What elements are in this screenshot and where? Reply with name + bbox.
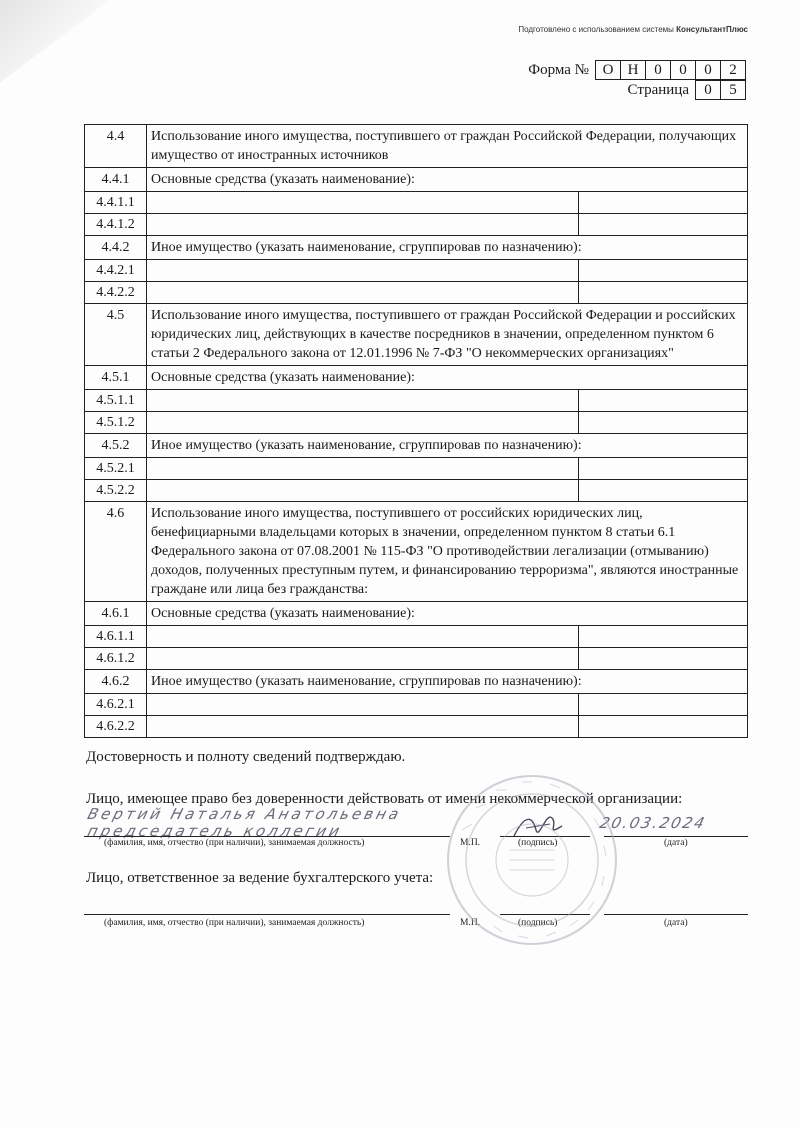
page-number-row [628,80,746,100]
row-number: 4.5.2 [85,434,147,458]
prepared-prefix: Подготовлено с использованием системы [518,25,674,34]
table-row [85,648,748,670]
row-name-cell[interactable] [147,282,579,304]
signer1-date-handwriting: 20.03.2024 [597,814,709,832]
table-row [85,670,748,694]
table-row [85,304,748,366]
signer1-name-line [84,836,450,837]
row-number: 4.5.1.1 [85,390,147,412]
signer2-name-line [84,914,450,915]
table-row [85,214,748,236]
row-value-cell[interactable] [579,716,748,738]
row-description: Основные средства (указать наименование): [147,602,748,626]
row-name-cell[interactable] [147,260,579,282]
row-description: Основные средства (указать наименование): [147,366,748,390]
table-row [85,434,748,458]
form-code-cell: 0 [671,61,696,79]
row-description: Использование иного имущества, поступившего от граждан Российской Федерации и российских юридических лиц, действующих в качестве посредников в значении, определенном пунктом 6 статьи 2 Федерального закона от 12.01.1996 № 7-ФЗ "О некоммерческих организациях" [147,304,748,366]
row-name-cell[interactable] [147,694,579,716]
row-description: Основные средства (указать наименование): [147,168,748,192]
row-value-cell[interactable] [579,648,748,670]
prepared-brand: КонсультантПлюс [676,25,748,34]
row-value-cell[interactable] [579,282,748,304]
signer2-caption-name: (фамилия, имя, отчество (при наличии), занимаемая должность) [104,918,365,928]
row-number: 4.5 [85,304,147,366]
row-value-cell[interactable] [579,412,748,434]
signer2-caption-date: (дата) [664,918,688,928]
row-value-cell[interactable] [579,192,748,214]
row-number: 4.6.2 [85,670,147,694]
row-number: 4.4.2.1 [85,260,147,282]
form-code-cell: 0 [646,61,671,79]
row-number: 4.4 [85,125,147,168]
signer2-caption-mp: М.П. [460,918,481,928]
page-number-cell: 5 [729,82,737,98]
page-number-cells [695,80,746,100]
row-name-cell[interactable] [147,214,579,236]
row-name-cell[interactable] [147,626,579,648]
signer1-caption-name: (фамилия, имя, отчество (при наличии), занимаемая должность) [104,838,365,848]
signer1-caption-sign: (подпись) [518,838,558,848]
row-number: 4.5.2.1 [85,458,147,480]
row-number: 4.5.2.2 [85,480,147,502]
row-name-cell[interactable] [147,480,579,502]
form-number-label: Форма № [528,61,589,78]
table-row [85,716,748,738]
signer2-title: Лицо, ответственное за ведение бухгалтерского учета: [86,870,434,886]
consultant-header-note [518,25,748,34]
row-value-cell[interactable] [579,626,748,648]
row-number: 4.4.1.2 [85,214,147,236]
form-code-cells [595,60,746,80]
row-number: 4.6 [85,502,147,602]
table-row [85,412,748,434]
signer1-title: Лицо, имеющее право без доверенности действовать от имени некоммерческой организации: [86,791,683,807]
table-row [85,192,748,214]
row-number: 4.4.1.1 [85,192,147,214]
row-number: 4.5.1 [85,366,147,390]
row-number: 4.4.2 [85,236,147,260]
row-name-cell[interactable] [147,192,579,214]
row-description: Использование иного имущества, поступившего от граждан Российской Федерации, получающих имущество от иностранных источников [147,125,748,168]
table-row [85,502,748,602]
row-name-cell[interactable] [147,390,579,412]
confirmation-text: Достоверность и полноту сведений подтверждаю. [86,749,406,765]
row-number: 4.6.1.2 [85,648,147,670]
page-number-cell: 0 [696,81,721,99]
property-usage-table [84,124,748,738]
table-row [85,236,748,260]
table-row [85,458,748,480]
row-description: Использование иного имущества, поступившего от российских юридических лиц, бенефициарными владельцами которых в значении, определенном пунктом 8 статьи 6.1 Федерального закона от 07.08.2001 № 115-ФЗ "О противодействии легализации (отмыванию) доходов, полученных преступным путем, и финансированию терроризма", являются иностранные граждане или лица без гражданства: [147,502,748,602]
table-row [85,366,748,390]
table-row [85,282,748,304]
row-name-cell[interactable] [147,458,579,480]
table-row [85,694,748,716]
row-description: Иное имущество (указать наименование, сгруппировав по назначению): [147,236,748,260]
row-name-cell[interactable] [147,648,579,670]
row-number: 4.6.1.1 [85,626,147,648]
form-code-cell: 0 [696,61,721,79]
row-number: 4.4.1 [85,168,147,192]
form-code-cell: О [596,61,621,79]
row-description: Иное имущество (указать наименование, сгруппировав по назначению): [147,434,748,458]
table-row [85,626,748,648]
scan-corner-shadow [0,0,110,110]
form-code-cell: Н [621,61,646,79]
row-number: 4.6.2.2 [85,716,147,738]
row-number: 4.6.2.1 [85,694,147,716]
signer1-position-handwriting: председатель коллегии [85,822,345,840]
row-value-cell[interactable] [579,390,748,412]
table-row [85,125,748,168]
row-description: Иное имущество (указать наименование, сгруппировав по назначению): [147,670,748,694]
page-number-label: Страница [627,81,689,98]
signer2-caption-sign: (подпись) [518,918,558,928]
form-number-row [528,60,746,80]
row-value-cell[interactable] [579,458,748,480]
row-value-cell[interactable] [579,694,748,716]
signer1-caption-mp: М.П. [460,838,481,848]
table-row [85,260,748,282]
row-name-cell[interactable] [147,412,579,434]
organization-seal [432,760,632,960]
row-number: 4.6.1 [85,602,147,626]
form-code-cell: 2 [729,62,737,78]
row-number: 4.5.1.2 [85,412,147,434]
row-value-cell[interactable] [579,214,748,236]
row-value-cell[interactable] [579,480,748,502]
signer1-caption-date: (дата) [664,838,688,848]
signer1-name-handwriting: Вертий Наталья Анатольевна [85,805,404,823]
table-row [85,168,748,192]
row-value-cell[interactable] [579,260,748,282]
table-row [85,390,748,412]
row-number: 4.4.2.2 [85,282,147,304]
table-row [85,602,748,626]
row-name-cell[interactable] [147,716,579,738]
table-row [85,480,748,502]
